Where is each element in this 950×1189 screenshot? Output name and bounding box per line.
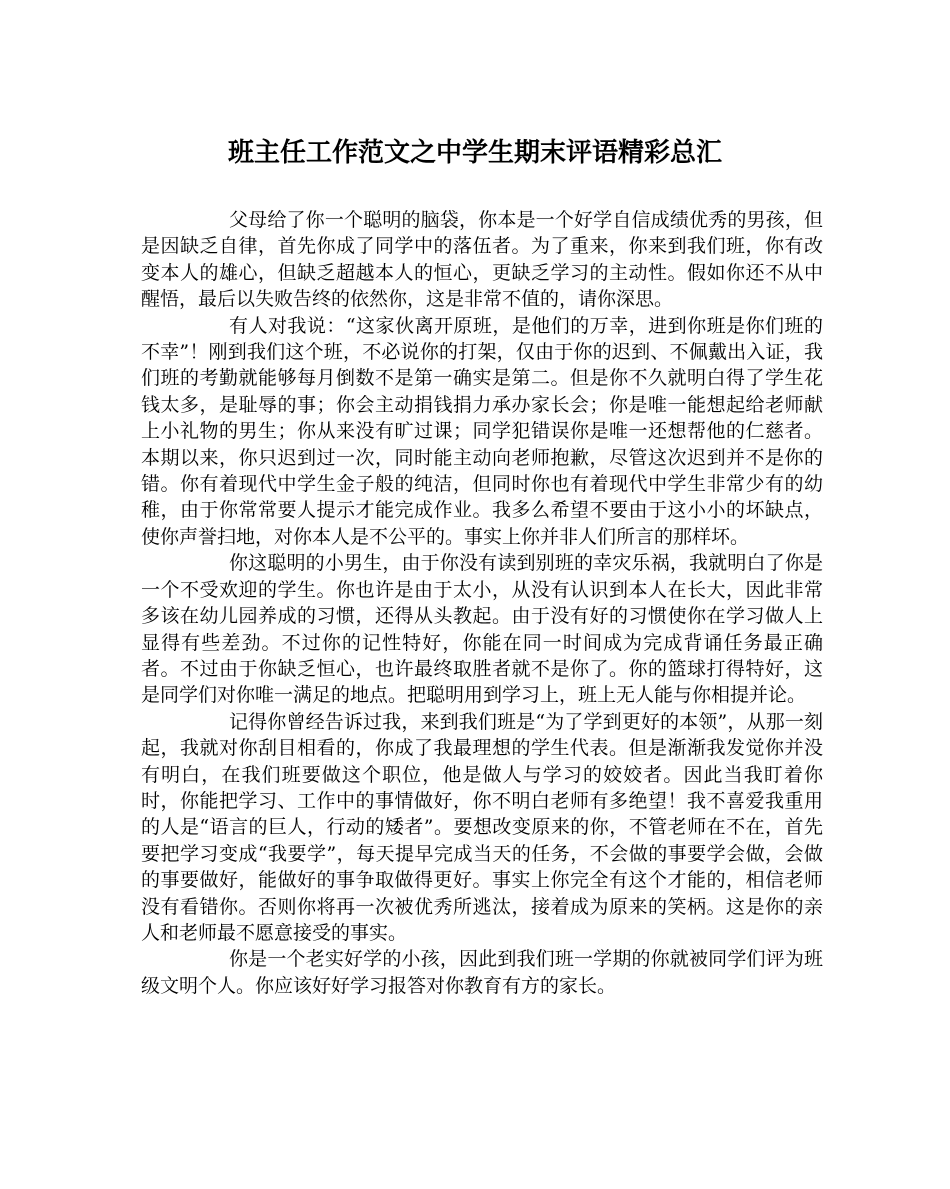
document-title: 班主任工作范文之中学生期末评语精彩总汇 [227,138,722,168]
paragraph-4: 记得你曾经告诉过我，来到我们班是“为了学到更好的本领”，从那一刻起，我就对你刮目相看的，你成了我最理想的学生代表。但是渐渐我发觉你并没有明白，在我们班要做这个职位，他是做人与学习的姣姣者。因此当我盯着你时，你能把学习、工作中的事情做好，你不明白老师有多绝望！我不喜爱我重用的人是“语言的巨人，行动的矮者”。要想改变原来的你，不管老师在不在，首先要把学习变成“我要学”，每天提早完成当天的任务，不会做的事要学会做，会做的事要做好，能做好的事争取做得更好。事实上你完全有这个才能的，相信老师没有看错你。否则你将再一次被优秀所逃汰，接着成为原来的笑柄。这是你的亲人和老师最不愿意接受的事实。 [141,710,823,944]
paragraph-3: 你这聪明的小男生，由于你没有读到别班的幸灾乐祸，我就明白了你是一个不受欢迎的学生。你也许是由于太小，从没有认识到本人在长大，因此非常多该在幼儿园养成的习惯，还得从头教起。由于没有好的习惯使你在学习做人上显得有些差劲。不过你的记性特好，你能在同一时间成为完成背诵任务最正确者。不过由于你缺乏恒心，也许最终取胜者就不是你了。你的篮球打得特好，这是同学们对你唯一满足的地点。把聪明用到学习上，班上无人能与你相提并论。 [141,552,823,707]
paragraph-5: 你是一个老实好学的小孩，因此到我们班一学期的你就被同学们评为班级文明个人。你应该好好学习报答对你教育有方的家长。 [141,948,823,997]
paragraph-1: 父母给了你一个聪明的脑袋，你本是一个好学自信成绩优秀的男孩，但是因缺乏自律，首先你成了同学中的落伍者。为了重来，你来到我们班，你有改变本人的雄心，但缺乏超越本人的恒心，更缺乏学习的主动性。假如你还不从中醒悟，最后以失败告终的依然你，这是非常不值的，请你深思。 [141,209,823,311]
paragraph-2: 有人对我说：“这家伙离开原班，是他们的万幸，进到你班是你们班的不幸”！刚到我们这个班，不必说你的打架，仅由于你的迟到、不佩戴出入证，我们班的考勤就能够每月倒数不是第一确实是第二。但是你不久就明白得了学生花钱太多，是耻辱的事；你会主动捐钱捐力承办家长会；你是唯一能想起给老师献上小礼物的男生；你从来没有旷过课；同学犯错误你是唯一还想帮他的仁慈者。本期以来，你只迟到过一次，同时能主动向老师抱歉，尽管这次迟到并不是你的错。你有着现代中学生金子般的纯洁，但同时你也有着现代中学生非常少有的幼稚，由于你常常要人提示才能完成作业。我多么希望不要由于这小小的坏缺点，使你声誉扫地，对你本人是不公平的。事实上你并非人们所言的那样坏。 [141,314,823,548]
document-body [141,207,823,999]
